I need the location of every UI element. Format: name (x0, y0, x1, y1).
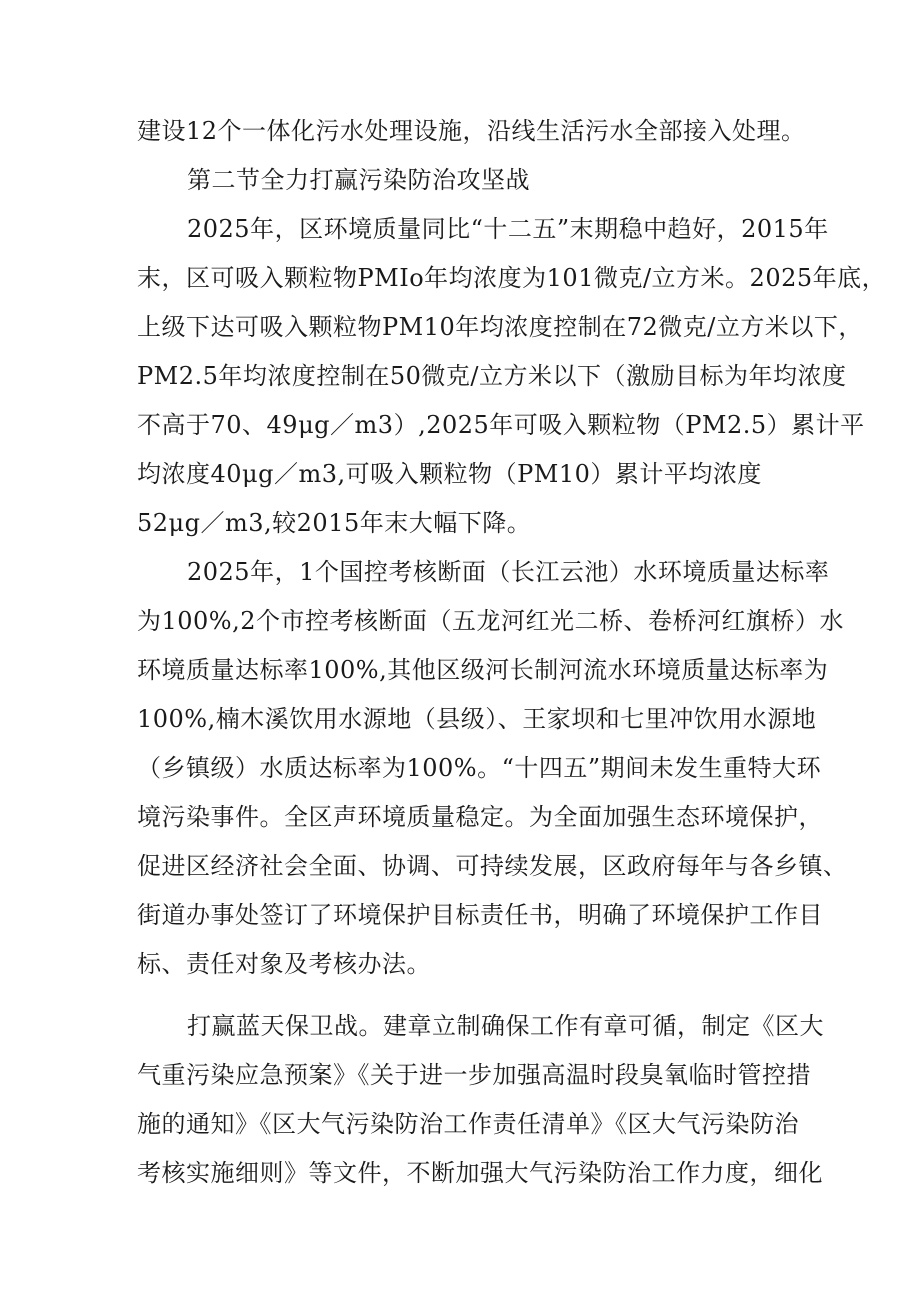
text-line: 环境质量达标率100%,其他区级河长制河流水环境质量达标率为 (137, 656, 829, 684)
text-line: 境污染事件。全区声环境质量稳定。为全面加强生态环境保护， (137, 803, 823, 831)
text-line: 2025年，1个国控考核断面（长江云池）水环境质量达标率 (187, 558, 830, 586)
text-line: PM2.5年均浓度控制在50微克/立方米以下（激励目标为年均浓度 (137, 362, 847, 390)
text-line: 气重污染应急预案》《关于进一步加强高温时段臭氧临时管控措 (137, 1061, 811, 1089)
text-line: 为100%,2个市控考核断面（五龙河红光二桥、卷桥河红旗桥）水 (137, 607, 845, 635)
section-heading: 第二节全力打赢污染防治攻坚战 (187, 166, 530, 194)
text-line: 不高于70、49μg／m3）,2025年可吸入颗粒物（PM2.5）累计平 (137, 411, 865, 439)
text-line: 上级下达可吸入颗粒物PM10年均浓度控制在72微克/立方米以下， (137, 313, 863, 341)
text-line: 末，区可吸入颗粒物PMIo年均浓度为101微克/立方米。2025年底， (137, 264, 887, 292)
text-line: 2025年，区环境质量同比“十二五”末期稳中趋好，2015年 (187, 215, 829, 243)
text-line: 施的通知》《区大气污染防治工作责任清单》《区大气污染防治 (137, 1110, 799, 1138)
text-line: 均浓度40μg／m3,可吸入颗粒物（PM10）累计平均浓度 (137, 460, 762, 488)
text-line: 52μg／m3,较2015年末大幅下降。 (137, 509, 532, 537)
text-line: 街道办事处签订了环境保护目标责任书，明确了环境保护工作目 (137, 901, 823, 929)
text-line: 建设12个一体化污水处理设施，沿线生活污水全部接入处理。 (137, 117, 806, 145)
text-line: 考核实施细则》等文件，不断加强大气污染防治工作力度，细化 (137, 1159, 823, 1187)
text-line: （乡镇级）水质达标率为100%。“十四五”期间未发生重特大环 (137, 754, 822, 782)
text-line: 100%,楠木溪饮用水源地（县级）、王家坝和七里冲饮用水源地 (137, 705, 817, 733)
text-line: 打赢蓝天保卫战。建章立制确保工作有章可循，制定《区大 (187, 1012, 824, 1040)
text-line: 促进区经济社会全面、协调、可持续发展，区政府每年与各乡镇、 (137, 852, 848, 880)
text-line: 标、责任对象及考核办法。 (137, 950, 431, 978)
